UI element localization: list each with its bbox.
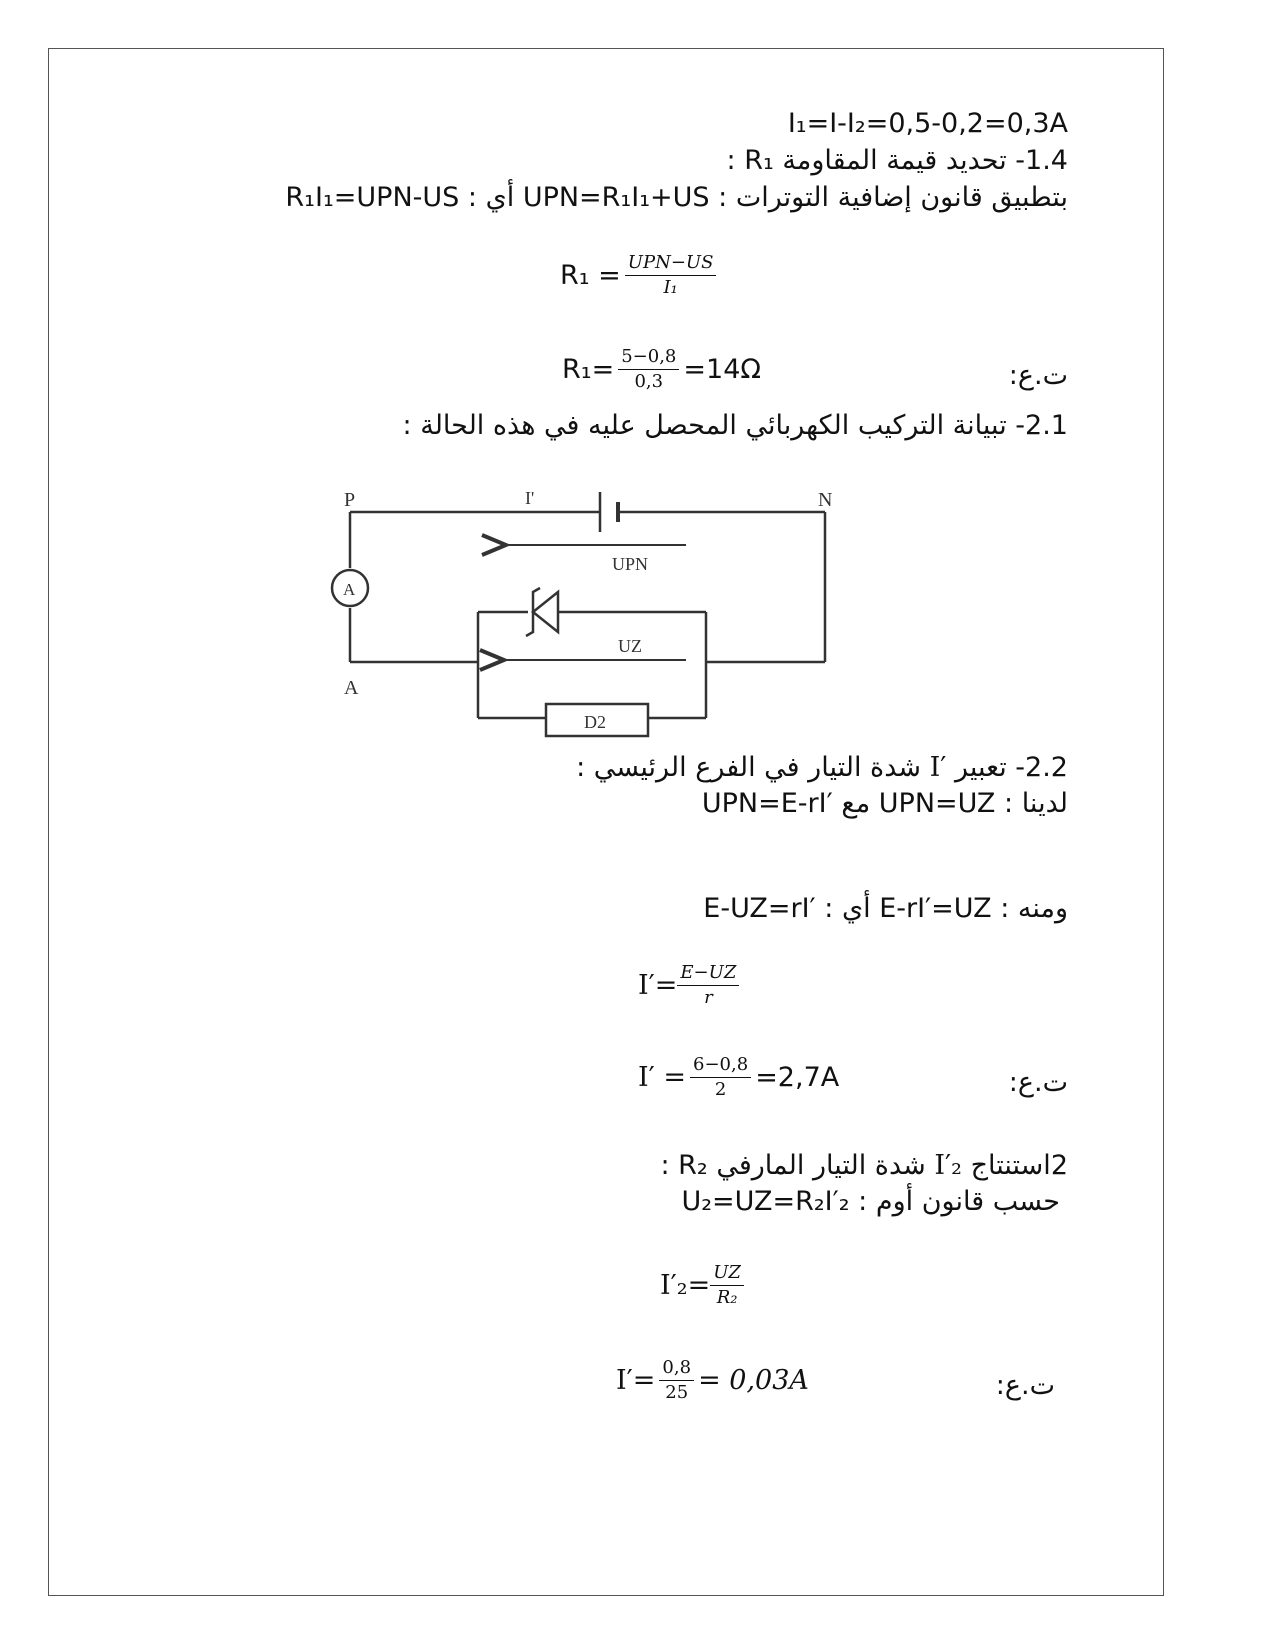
section-deduce-heading: 2استنتاج I′₂ شدة التيار المارفي R₂ : — [660, 1150, 1068, 1181]
i-prime-numeric: I′ = $\frac{6-0,8}{2}$ =2,7A — [638, 1054, 840, 1100]
r1-formula: R₁ = $\frac{\text{UPN−US}}{\text{I₁}}$ — [560, 252, 716, 299]
ammeter-label: A — [343, 580, 356, 599]
label-n: N — [818, 489, 833, 511]
label-p: P — [344, 489, 356, 511]
i2-numeric: I′= $\frac{0,8}{25}$ = 0,03A — [616, 1357, 809, 1403]
label-d2: D2 — [584, 712, 606, 732]
ohm-law-line: حسب قانون أوم : U₂=UZ=R₂I′₂ — [681, 1186, 1060, 1217]
label-upn: UPN — [612, 554, 649, 574]
label-a-node: A — [344, 677, 359, 699]
r1-numeric: R₁= $\frac{5-0,8}{0,3}$ =14Ω — [562, 346, 762, 392]
i-prime-formula: I′= $\frac{E-UZ}{r}$ — [638, 962, 739, 1009]
section-2-2-heading: 2.2- تعبير I′ شدة التيار في الفرع الرئيسي : — [576, 752, 1068, 783]
label-uz: UZ — [618, 636, 642, 656]
zener-triangle — [533, 592, 558, 632]
numeric-app-label-3: ت.ع: — [995, 1370, 1055, 1401]
circuit-diagram — [328, 480, 848, 760]
numeric-app-label-1: ت.ع: — [1008, 360, 1068, 391]
numeric-app-label-2: ت.ع: — [1008, 1067, 1068, 1098]
label-current-i: I' — [525, 488, 535, 508]
i1-calculation: I₁=I-I₂=0,5-0,2=0,3A — [787, 108, 1068, 139]
given-line: لدينا : UPN=UZ مع UPN=E-rI′ — [701, 788, 1068, 819]
i2-formula: I′₂= $\frac{UZ}{\text{R₂}}$ — [660, 1262, 744, 1309]
section-1-4-heading: 1.4- تحديد قيمة المقاومة R₁ : — [726, 145, 1068, 176]
section-2-1-heading: 2.1- تبيانة التركيب الكهربائي المحصل عليه في هذه الحالة : — [402, 410, 1068, 441]
hence-line: ومنه : E-rI′=UZ أي : E-UZ=rI′ — [703, 893, 1068, 924]
voltage-law-line: بتطبيق قانون إضافية التوترات : UPN=R₁I₁+US أي : R₁I₁=UPN-US — [285, 182, 1068, 213]
